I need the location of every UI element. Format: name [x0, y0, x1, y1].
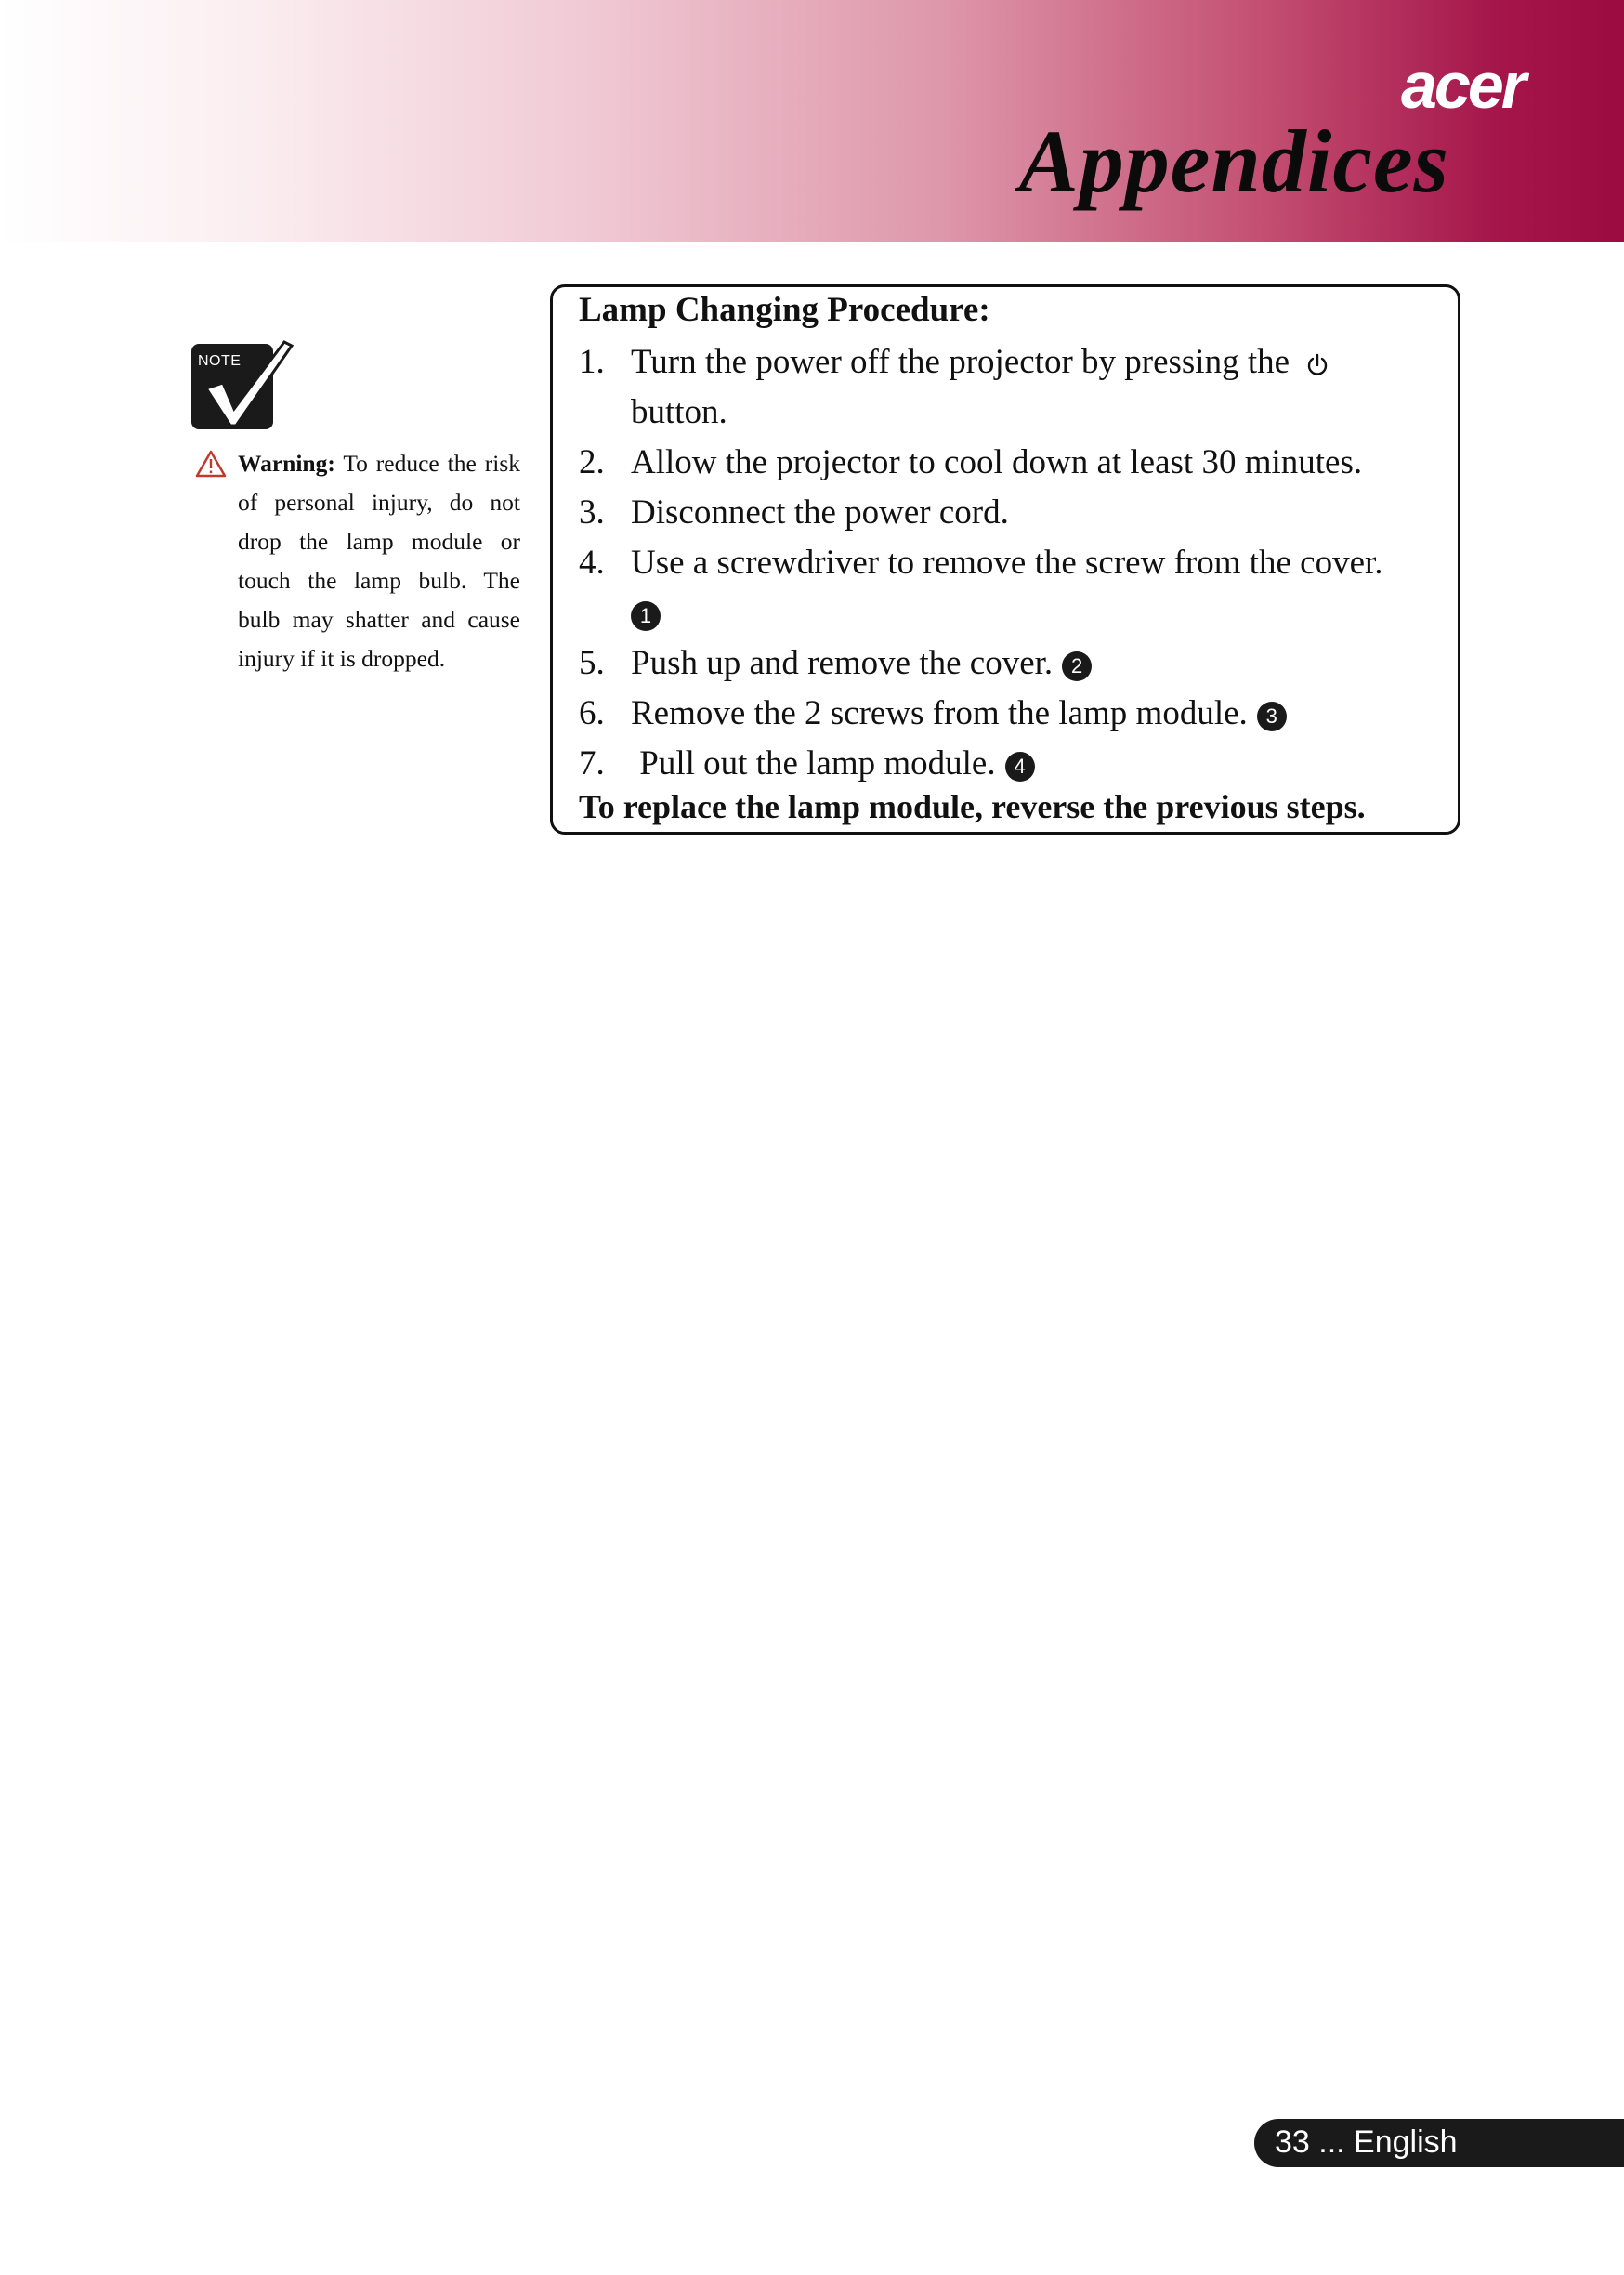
power-icon [1306, 353, 1329, 377]
callout-marker: 2 [1062, 651, 1092, 681]
warning-body: To reduce the risk of personal injury, do not drop the lamp module or touch the lamp bulb. The bulb may shatter and cause injury if it is dropped. [238, 450, 520, 672]
step-text: Turn the power off the projector by pressing the [631, 343, 1290, 381]
step-number: 1. [579, 343, 605, 381]
warning-block [195, 444, 520, 678]
step-text: Use a screwdriver to remove the screw from the cover. [631, 544, 1383, 582]
acer-logo: acer [1400, 49, 1524, 122]
checkmark-icon [191, 335, 294, 429]
procedure-title: Lamp Changing Procedure: [579, 291, 990, 329]
step-text: Pull out the lamp module. [631, 744, 996, 782]
list-item [579, 538, 1452, 638]
callout-marker: 1 [631, 601, 661, 631]
note-label: NOTE [198, 353, 242, 369]
step-number: 6. [579, 694, 605, 732]
list-item [579, 689, 1452, 739]
list-item [579, 638, 1452, 689]
step-text: Push up and remove the cover. [631, 644, 1054, 682]
list-item [579, 438, 1452, 488]
step-text-continued: button. [631, 393, 727, 431]
page-title: Appendices [1018, 112, 1449, 211]
step-number: 2. [579, 443, 605, 481]
list-item [579, 337, 1452, 438]
step-number: 5. [579, 644, 605, 682]
step-text: Remove the 2 screws from the lamp module. [631, 694, 1248, 732]
step-text: Allow the projector to cool down at least 30 minutes. [631, 443, 1363, 481]
list-item [579, 739, 1452, 789]
procedure-steps [579, 337, 1452, 789]
step-text: Disconnect the power cord. [631, 493, 1009, 532]
callout-marker: 3 [1257, 702, 1287, 731]
page-number-tab [1254, 2119, 1624, 2167]
warning-label: Warning: [238, 450, 335, 477]
warning-triangle-icon [195, 450, 227, 478]
step-number: 3. [579, 493, 605, 532]
warning-text [238, 444, 520, 678]
step-number: 7. [579, 744, 605, 782]
callout-marker: 4 [1005, 752, 1035, 782]
step-number: 4. [579, 544, 605, 582]
note-icon [191, 344, 273, 429]
procedure-closing: To replace the lamp module, reverse the previous steps. [579, 788, 1366, 825]
page-label: 33 ... English [1275, 2124, 1458, 2160]
list-item [579, 488, 1452, 538]
procedure-box [550, 284, 1460, 835]
